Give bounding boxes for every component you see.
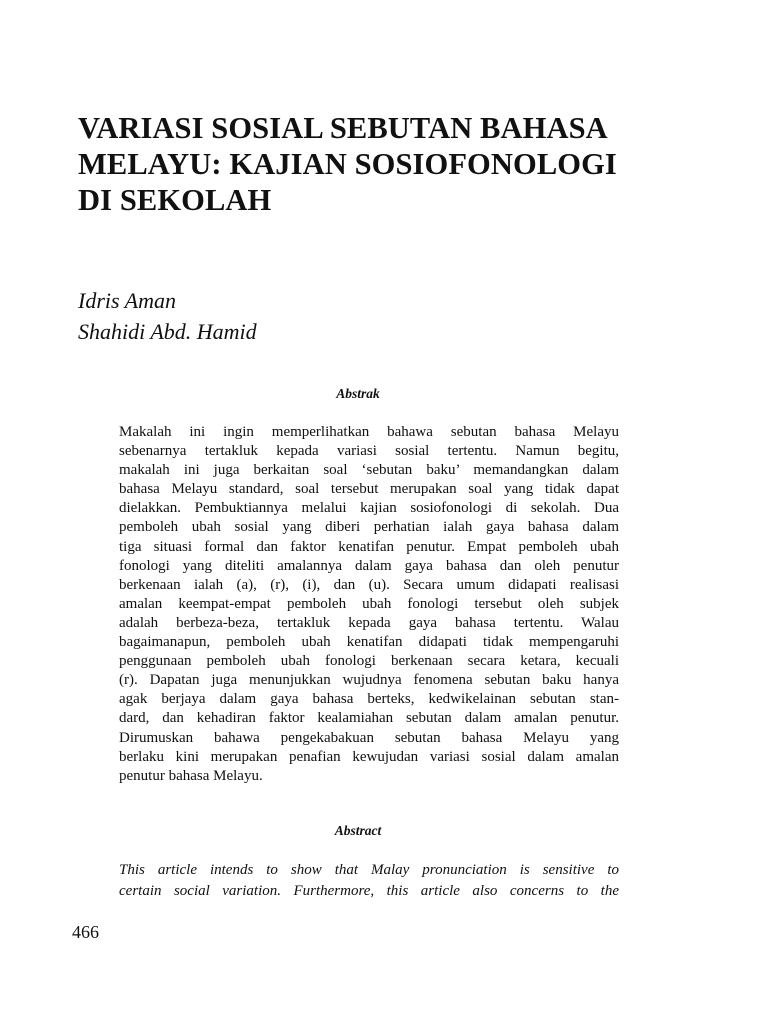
abstrak-line: berkenaan ialah (a), (r), (i), dan (u). Secara umum didapati realisasi (119, 576, 619, 593)
abstrak-line: sebenarnya tertakluk kepada variasi sosial tertentu. Namun begitu, (119, 443, 619, 460)
abstrak-line: bahasa Melayu standard, soal tersebut merupakan soal yang tidak dapat (119, 481, 619, 498)
abstrak-line: agak berjaya dalam gaya bahasa berteks, kedwikelainan sebutan stan- (119, 691, 619, 708)
abstract-heading: Abstract (334, 823, 382, 838)
title-line: DI SEKOLAH (78, 183, 272, 217)
abstrak-line: amalan keempat-empat pemboleh ubah fonologi tersebut oleh subjek (119, 595, 619, 612)
abstrak-line: pemboleh ubah sosial yang diberi perhatian ialah gaya bahasa dalam (119, 519, 619, 536)
abstrak-line: (r). Dapatan juga menunjukkan wujudnya fenomena sebutan baku hanya (119, 672, 619, 689)
abstrak-line: adalah berbeza-beza, tertakluk kepada gaya bahasa tertentu. Walau (119, 614, 619, 631)
author-list (78, 285, 257, 347)
abstrak-line: Dirumuskan bahawa pengekabakuan sebutan bahasa Melayu yang (119, 729, 619, 746)
title-line: MELAYU: KAJIAN SOSIOFONOLOGI (78, 147, 617, 181)
abstrak-line: dard, dan kehadiran faktor kealamiahan sebutan dalam amalan penutur. (119, 710, 619, 727)
abstrak-line: tiga situasi formal dan faktor kenatifan penutur. Empat pemboleh ubah (119, 538, 619, 555)
abstrak-body (119, 423, 619, 786)
abstract-body (119, 860, 619, 902)
abstrak-line: penggunaan pemboleh ubah fonologi berkenaan secara ketara, kecuali (119, 653, 619, 670)
page-number: 466 (72, 922, 99, 942)
author-name: Shahidi Abd. Hamid (78, 319, 257, 344)
abstrak-line: dielakkan. Pembuktiannya melalui kajian sosiofonologi di sekolah. Dua (119, 500, 619, 517)
author-name: Idris Aman (78, 288, 176, 313)
abstrak-line: berlaku kini merupakan penafian kewujudan variasi sosial dalam amalan (119, 748, 619, 765)
title-line: VARIASI SOSIAL SEBUTAN BAHASA (78, 111, 608, 145)
abstrak-line: bagaimanapun, pemboleh ubah kenatifan didapati tidak mempengaruhi (119, 634, 619, 651)
abstrak-heading: Abstrak (336, 386, 380, 401)
article-title (78, 110, 698, 218)
abstrak-line: penutur bahasa Melayu. (119, 767, 263, 784)
abstract-line: This article intends to show that Malay pronunciation is sensitive to (119, 862, 619, 878)
abstrak-line: makalah ini juga berkaitan soal ‘sebutan baku’ memandangkan dalam (119, 462, 619, 479)
abstrak-line: Makalah ini ingin memperlihatkan bahawa sebutan bahasa Melayu (119, 424, 619, 440)
abstract-line: certain social variation. Furthermore, this article also concerns to the (119, 883, 619, 899)
abstrak-line: fonologi yang diteliti amalannya dalam gaya bahasa dan oleh penutur (119, 557, 619, 574)
